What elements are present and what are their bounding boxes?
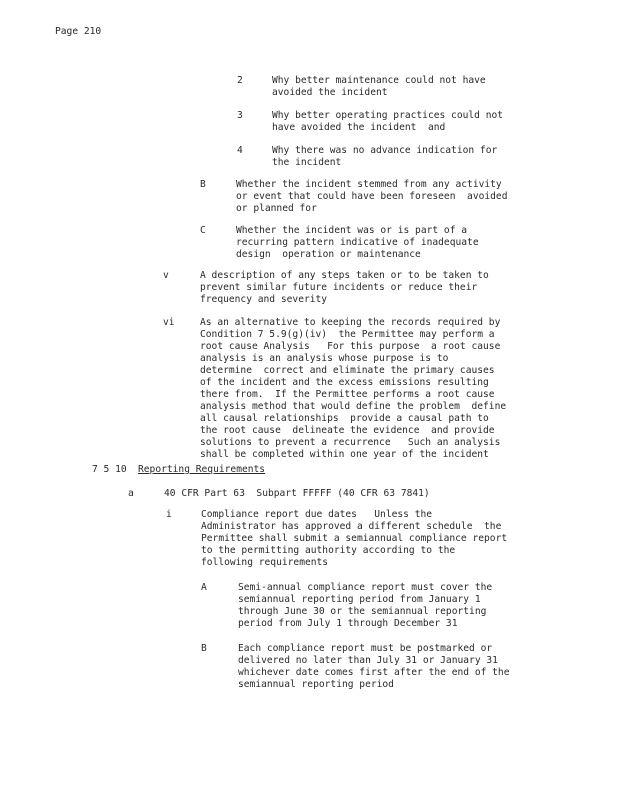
item-3-line-1: Why better operating practices could not	[272, 110, 504, 121]
item-vi-line-1: As an alternative to keeping the records required by	[200, 317, 501, 328]
section-number: 7 5 10	[92, 464, 127, 475]
section-title: Reporting Requirements	[138, 464, 266, 475]
item-b-line-3: or planned for	[236, 203, 317, 214]
sub-i-line-4: to the permitting authority according to the	[201, 545, 456, 556]
item-vi-label: vi	[163, 317, 175, 328]
item-v-line-1: A description of any steps taken or to be taken to	[200, 270, 489, 281]
sub-i-line-5: following requirements	[201, 557, 329, 568]
item-2-line-1: Why better maintenance could not have	[272, 75, 486, 86]
item-vi-line-8: analysis method that would define the problem define	[200, 401, 507, 412]
item-4-label: 4	[237, 145, 243, 156]
item-vi-line-11: solutions to prevent a recurrence Such an analysis	[200, 437, 501, 448]
item-4-line-2: the incident	[272, 157, 342, 168]
sub-B-label: B	[201, 643, 207, 654]
item-vi-line-4: analysis is an analysis whose purpose is to	[200, 353, 449, 364]
item-2-label: 2	[237, 75, 243, 86]
item-c-line-3: design operation or maintenance	[236, 249, 421, 260]
sub-A-line-4: period from July 1 through December 31	[238, 618, 458, 629]
sub-A-line-2: semiannual reporting period from January 1	[238, 594, 481, 605]
sub-A-line-3: through June 30 or the semiannual reporting	[238, 606, 487, 617]
sub-B-line-2: delivered no later than July 31 or January 31	[238, 655, 498, 666]
sub-B-line-4: semiannual reporting period	[238, 679, 394, 690]
sub-i-line-2: Administrator has approved a different schedule the	[201, 521, 502, 532]
item-4-line-1: Why there was no advance indication for	[272, 145, 498, 156]
sub-B-line-1: Each compliance report must be postmarked or	[238, 643, 493, 654]
item-v-line-3: frequency and severity	[200, 294, 328, 305]
item-c-line-1: Whether the incident was or is part of a	[236, 225, 468, 236]
item-3-line-2: have avoided the incident and	[272, 122, 446, 133]
item-3-label: 3	[237, 110, 243, 121]
item-vi-line-12: shall be completed within one year of the incident	[200, 449, 489, 460]
item-vi-line-9: all causal relationships provide a causal path to	[200, 413, 489, 424]
sub-a-label: a	[128, 488, 134, 499]
item-vi-line-3: root cause Analysis For this purpose a root cause	[200, 341, 501, 352]
item-v-line-2: prevent similar future incidents or reduce their	[200, 282, 478, 293]
item-c-line-2: recurring pattern indicative of inadequate	[236, 237, 479, 248]
item-vi-line-6: of the incident and the excess emissions resulting	[200, 377, 489, 388]
item-v-label: v	[163, 270, 169, 281]
item-vi-line-7: there from. If the Permittee performs a root cause	[200, 389, 495, 400]
item-vi-line-5: determine correct and eliminate the primary causes	[200, 365, 495, 376]
item-c-label: C	[200, 225, 206, 236]
sub-a-text: 40 CFR Part 63 Subpart FFFFF (40 CFR 63 7841)	[164, 488, 430, 499]
item-vi-line-2: Condition 7 5.9(g)(iv) the Permittee may perform a	[200, 329, 495, 340]
sub-i-label: i	[166, 509, 172, 520]
item-b-line-2: or event that could have been foreseen avoided	[236, 191, 508, 202]
sub-A-label: A	[201, 582, 207, 593]
item-2-line-2: avoided the incident	[272, 87, 388, 98]
sub-A-line-1: Semi-annual compliance report must cover the	[238, 582, 493, 593]
item-vi-line-10: the root cause delineate the evidence and provide	[200, 425, 495, 436]
sub-B-line-3: whichever date comes first after the end of the	[238, 667, 510, 678]
sub-i-line-3: Permittee shall submit a semiannual compliance report	[201, 533, 508, 544]
page-number-header: Page 210	[55, 26, 102, 37]
item-b-line-1: Whether the incident stemmed from any activity	[236, 179, 502, 190]
item-b-label: B	[200, 179, 206, 190]
sub-i-line-1: Compliance report due dates Unless the	[201, 509, 433, 520]
